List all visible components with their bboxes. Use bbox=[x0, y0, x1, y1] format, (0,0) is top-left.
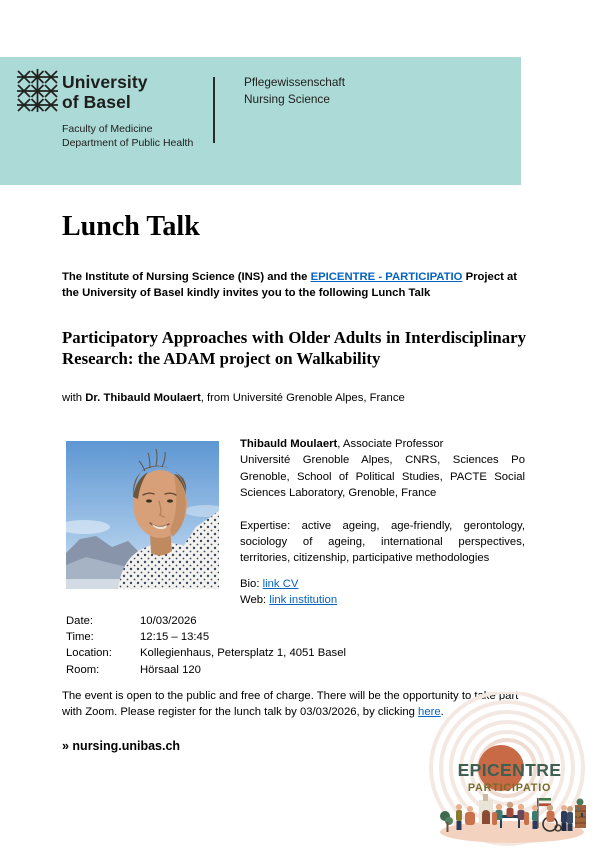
faculty-label: Faculty of Medicine bbox=[62, 123, 153, 135]
epicentre-participatio-link[interactable]: EPICENTRE - PARTICIPATIO bbox=[310, 271, 463, 283]
location-label: Location: bbox=[66, 647, 112, 660]
register-here-link[interactable]: here bbox=[418, 705, 441, 718]
university-basel-logo bbox=[17, 69, 58, 112]
speaker-info bbox=[240, 436, 525, 609]
speaker-name: Thibauld Moulaert bbox=[240, 438, 338, 450]
header-banner bbox=[0, 57, 521, 185]
university-name-line2: of Basel bbox=[62, 92, 131, 112]
banner-divider bbox=[213, 77, 215, 143]
university-name-line1: University bbox=[62, 72, 148, 92]
detail-row-time bbox=[66, 629, 346, 645]
time-value: 12:15 – 13:45 bbox=[140, 631, 210, 644]
unit-line1: Pflegewissenschaft bbox=[244, 75, 345, 89]
epicentre-wordmark: EPICENTRE bbox=[457, 760, 562, 780]
nursing-science-unit bbox=[244, 74, 345, 108]
speaker-expertise: Expertise: active ageing, age-friendly, gerontology, sociology of ageing, international perspectives, territories, citizenship, participative methodologies bbox=[240, 519, 525, 565]
page-title: Lunch Talk bbox=[62, 211, 200, 242]
date-label: Date: bbox=[66, 615, 94, 627]
registration-text-1: The event is open to the public and free of charge. There will be the opportunity to take part with Zoom. Please register for the lunch talk by 03/03/2026, by clicking bbox=[62, 690, 519, 718]
detail-row-room bbox=[66, 662, 346, 678]
web-institution-link[interactable]: link institution bbox=[269, 594, 338, 607]
unit-line2: Nursing Science bbox=[244, 92, 330, 106]
speaker-name-line bbox=[240, 436, 525, 452]
speaker-web-line bbox=[240, 592, 525, 608]
speaker-bio-line bbox=[240, 576, 525, 592]
speaker-name-bold: Dr. Thibauld Moulaert bbox=[85, 392, 201, 404]
nursing-website-link[interactable]: » nursing.unibas.ch bbox=[62, 739, 181, 753]
speaker-photo bbox=[66, 441, 219, 589]
speaker-line bbox=[62, 392, 405, 404]
university-subunit bbox=[62, 123, 193, 150]
intro-text-2: Project at the University of Basel kindly invites you to the following Lunch Talk bbox=[62, 271, 518, 299]
epicentre-logo bbox=[420, 692, 603, 850]
time-label: Time: bbox=[66, 631, 94, 644]
room-value: Hörsaal 120 bbox=[140, 663, 201, 676]
participatio-wordmark: PARTICIPATIO bbox=[467, 782, 552, 794]
registration-text-2: . bbox=[440, 705, 444, 718]
department-label: Department of Public Health bbox=[62, 136, 194, 149]
location-value: Kollegienhaus, Petersplatz 1, 4051 Basel bbox=[140, 647, 346, 660]
event-details bbox=[66, 613, 346, 678]
date-value: 10/03/2026 bbox=[140, 615, 197, 627]
speaker-affiliation: Université Grenoble Alpes, CNRS, Sciences Po Grenoble, School of Political Studies, PACTE Social Sciences Laboratory, Grenoble, France bbox=[240, 454, 525, 500]
speaker-role: , Associate Professor bbox=[337, 438, 444, 450]
talk-title: Participatory Approaches with Older Adults in Interdisciplinary Research: the ADAM project on Walkability bbox=[62, 328, 526, 368]
intro-text-1: The Institute of Nursing Science (INS) and the bbox=[62, 271, 311, 283]
web-label: Web: bbox=[240, 594, 270, 607]
intro-paragraph bbox=[62, 270, 530, 301]
epicentre-crowd-illustration bbox=[438, 794, 586, 844]
detail-row-date bbox=[66, 613, 346, 629]
bio-label: Bio: bbox=[240, 577, 263, 590]
room-label: Room: bbox=[66, 663, 100, 676]
university-name bbox=[62, 72, 148, 112]
with-suffix: , from Université Grenoble Alpes, France bbox=[200, 392, 405, 404]
bio-cv-link[interactable]: link CV bbox=[262, 577, 299, 590]
with-prefix: with bbox=[62, 392, 86, 404]
detail-row-location bbox=[66, 645, 346, 661]
